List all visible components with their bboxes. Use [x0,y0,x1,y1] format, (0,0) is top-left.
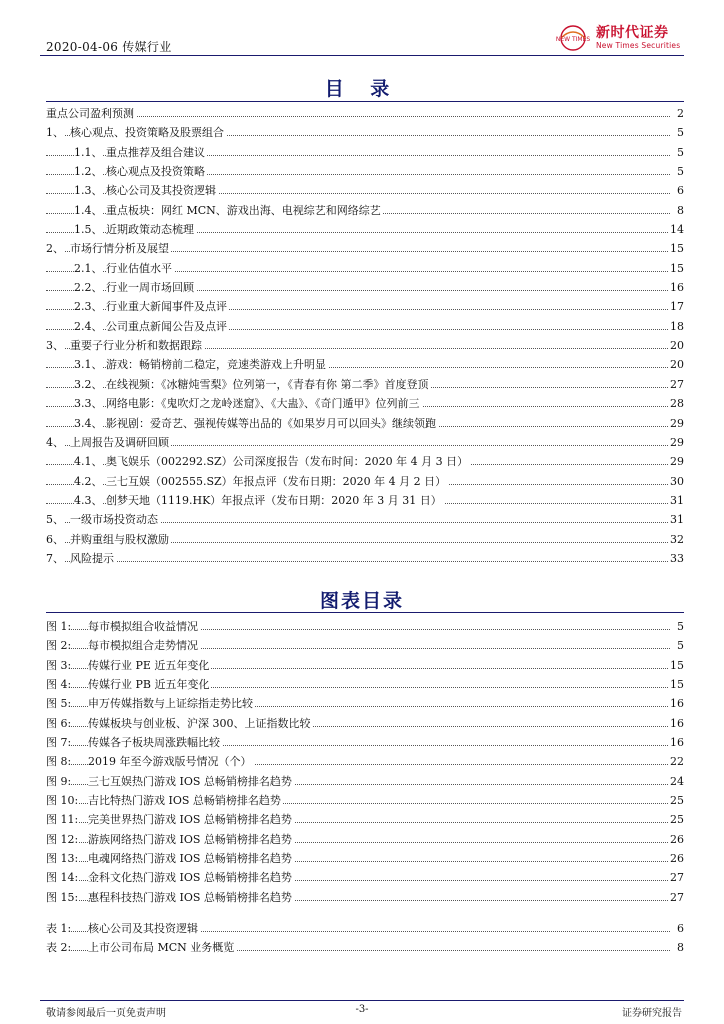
toc-entry-number: 2、 [46,239,64,258]
toc-entry-page: 31 [668,491,684,510]
figure-entry[interactable] [46,772,684,791]
figure-entry-page: 16 [668,694,684,713]
figure-list [46,617,684,907]
table-entry-title: 核心公司及其投资逻辑 [88,919,200,938]
toc-entry[interactable] [46,143,684,162]
toc-entry[interactable] [46,452,684,471]
figure-entry-page: 15 [668,656,684,675]
table-entry-page: 8 [675,938,684,957]
footer-divider [40,1000,684,1001]
toc-entry[interactable] [46,530,684,549]
figure-entry-page: 5 [675,617,684,636]
toc-entry-title: 游戏：畅销榜前二稳定，竞速类游戏上升明显 [106,355,328,374]
figure-entry-page: 25 [668,791,684,810]
figure-entry-title: 传媒板块与创业板、沪深 300、上证指数比较 [88,714,313,733]
toc-entry[interactable] [46,239,684,258]
figure-entry-page: 24 [668,772,684,791]
figure-entry-title: 电魂网络热门游戏 IOS 总畅销榜排名趋势 [88,849,294,868]
figure-entry-title: 2019 年至今游戏版号情况（个） [88,752,254,771]
figure-entry-number: 图 8: [46,752,71,771]
toc-entry[interactable] [46,472,684,491]
toc-entry-number: 3.1、 [74,355,103,374]
header-divider [40,55,684,56]
figure-entry[interactable] [46,888,684,907]
toc-entry-number: 4.3、 [74,491,103,510]
figure-entry[interactable] [46,830,684,849]
toc-entry-page: 15 [668,239,684,258]
figure-entry-title: 游族网络热门游戏 IOS 总畅销榜排名趋势 [88,830,294,849]
toc-entry-title: 上周报告及调研回顾 [70,433,171,452]
figure-entry-title: 完美世界热门游戏 IOS 总畅销榜排名趋势 [88,810,294,829]
toc-title-divider [46,101,684,102]
figure-entry-page: 26 [668,849,684,868]
toc-title: 目 录 [324,78,400,100]
toc-entry-page: 2 [675,104,684,123]
figure-entry[interactable] [46,733,684,752]
figure-entry-page: 27 [668,888,684,907]
figure-entry-page: 26 [668,830,684,849]
toc-entry-page: 15 [668,259,684,278]
toc-entry-number: 3.2、 [74,375,103,394]
toc-entry-number: 2.3、 [74,297,103,316]
toc-entry-title: 重点公司盈利预测 [46,104,136,123]
toc-entry-page: 28 [668,394,684,413]
figure-entry-title: 每市模拟组合走势情况 [88,636,200,655]
toc-entry[interactable] [46,549,684,568]
toc-entry[interactable] [46,123,684,142]
toc-entry[interactable] [46,259,684,278]
footer-disclaimer: 敬请参阅最后一页免责声明 [46,1008,166,1019]
figure-entry[interactable] [46,868,684,887]
toc-entry-page: 16 [668,278,684,297]
toc-entry-title: 影视剧：爱奇艺、强视传媒等出品的《如果岁月可以回头》继续领跑 [106,414,438,433]
figure-entry-title: 申万传媒指数与上证综指走势比较 [88,694,255,713]
figure-entry[interactable] [46,791,684,810]
figure-entry-number: 图 13: [46,849,78,868]
toc-entry-page: 18 [668,317,684,336]
figure-entry-title: 吉比特热门游戏 IOS 总畅销榜排名趋势 [88,791,283,810]
toc-entry-page: 20 [668,336,684,355]
toc-entry-title: 核心观点、投资策略及股票组合 [70,123,226,142]
toc-entry-number: 2.2、 [74,278,103,297]
toc-entry-title: 创梦天地（1119.HK）年报点评（发布日期：2020 年 3 月 31 日） [106,491,444,510]
toc-entry-page: 32 [668,530,684,549]
figure-entry-page: 25 [668,810,684,829]
logo-mark-text: NEW TIMES [555,36,591,43]
toc-entry-title: 并购重组与股权激励 [70,530,171,549]
toc-entry-page: 27 [668,375,684,394]
toc-entry-title: 重点推荐及组合建议 [106,143,207,162]
table-entry-title: 上市公司布局 MCN 业务概览 [88,938,236,957]
toc-entry-number: 3、 [46,336,64,355]
toc-entry-page: 33 [668,549,684,568]
figure-entry-number: 图 12: [46,830,78,849]
toc-entry-page: 29 [668,414,684,433]
toc-entry-number: 4.2、 [74,472,103,491]
toc-entry-number: 3.3、 [74,394,103,413]
logo-name-en: New Times Securities [596,41,681,50]
toc-entry[interactable] [46,394,684,413]
toc-entry-number: 1.5、 [74,220,103,239]
toc-entry-page: 17 [668,297,684,316]
toc-entry-page: 29 [668,452,684,471]
figure-entry-page: 15 [668,675,684,694]
toc-entry-title: 网络电影：《鬼吹灯之龙岭迷窟》、《大蛊》、《奇门遁甲》位列前三 [106,394,422,413]
table-entry[interactable] [46,919,684,938]
header-date-section: 2020-04-06 传媒行业 [46,40,172,54]
dot-leader [46,561,670,562]
toc-entry-number: 3.4、 [74,414,103,433]
toc-entry[interactable] [46,414,684,433]
table-list [46,919,684,958]
toc-entry-number: 7、 [46,549,64,568]
toc-entry[interactable] [46,433,684,452]
toc-entry-title: 奥飞娱乐（002292.SZ）公司深度报告（发布时间：2020 年 4 月 3 日） [106,452,470,471]
logo-name-cn: 新时代证券 [596,25,669,41]
figure-entry-title: 金科文化热门游戏 IOS 总畅销榜排名趋势 [88,868,294,887]
figure-entry[interactable] [46,810,684,829]
toc-entry-page: 14 [668,220,684,239]
toc-entry[interactable] [46,375,684,394]
toc-entry-number: 1.1、 [74,143,103,162]
toc-entry-number: 1.2、 [74,162,103,181]
figure-entry[interactable] [46,675,684,694]
toc-entry-title: 行业重大新闻事件及点评 [106,297,229,316]
figure-entry-page: 16 [668,714,684,733]
figure-entry-number: 图 9: [46,772,71,791]
figure-entry-number: 图 2: [46,636,71,655]
toc-entry-title: 风险提示 [70,549,116,568]
toc-entry-page: 30 [668,472,684,491]
toc-entry-title: 三七互娱（002555.SZ）年报点评（发布日期：2020 年 4 月 2 日） [106,472,448,491]
toc-entry-number: 2.1、 [74,259,103,278]
toc-entry[interactable] [46,491,684,510]
toc-entry-page: 29 [668,433,684,452]
figure-entry-title: 传媒各子板块周涨跌幅比较 [88,733,222,752]
toc-entry[interactable] [46,297,684,316]
toc-entry[interactable] [46,510,684,529]
figure-entry-page: 27 [668,868,684,887]
toc-entry[interactable] [46,317,684,336]
footer-report-type: 证券研究报告 [622,1008,682,1019]
toc-entry[interactable] [46,181,684,200]
toc-entry-title: 一级市场投资动态 [70,510,160,529]
toc-entry-title: 在线视频：《冰糖炖雪梨》位列第一，《青春有你 第二季》首度登顶 [106,375,431,394]
figure-entry-number: 图 6: [46,714,71,733]
toc-entry-page: 6 [675,181,684,200]
figure-entry-number: 图 11: [46,810,78,829]
table-entry-number: 表 2: [46,938,71,957]
page-header [40,0,684,56]
figure-entry[interactable] [46,752,684,771]
toc-entry-page: 5 [675,143,684,162]
figure-entry-number: 图 14: [46,868,78,887]
toc-entry-title: 行业一周市场回顾 [106,278,196,297]
table-entry-page: 6 [675,919,684,938]
toc-entry-page: 5 [675,123,684,142]
figure-entry-page: 22 [668,752,684,771]
toc-entry[interactable] [46,336,684,355]
toc-entry-title: 行业估值水平 [106,259,174,278]
figure-entry-number: 图 3: [46,656,71,675]
company-logo [554,22,684,54]
figure-entry-number: 图 1: [46,617,71,636]
table-entry[interactable] [46,938,684,957]
toc-entry-title: 核心公司及其投资逻辑 [106,181,218,200]
toc-entry-page: 8 [675,201,684,220]
figure-entry[interactable] [46,694,684,713]
toc-entry[interactable] [46,355,684,374]
toc-entry-number: 4、 [46,433,64,452]
toc-entry-number: 2.4、 [74,317,103,336]
figure-entry[interactable] [46,617,684,636]
figure-entry-page: 16 [668,733,684,752]
page-number: -3- [355,1004,369,1015]
toc-entry[interactable] [46,162,684,181]
figure-entry-number: 图 15: [46,888,78,907]
toc-entry-title: 市场行情分析及展望 [70,239,171,258]
toc-entry-number: 1.3、 [74,181,103,200]
toc-entry-title: 重点板块：网红 MCN、游戏出海、电视综艺和网络综艺 [106,201,383,220]
dot-leader [46,116,670,117]
toc-entry[interactable] [46,201,684,220]
figure-entry[interactable] [46,714,684,733]
figure-entry-number: 图 5: [46,694,71,713]
figure-entry[interactable] [46,636,684,655]
toc-entry[interactable] [46,278,684,297]
toc-entry-title: 重要子行业分析和数据跟踪 [70,336,204,355]
figures-title-divider [46,612,684,613]
toc-entry[interactable] [46,220,684,239]
toc-entry-title: 近期政策动态梳理 [106,220,196,239]
figure-entry-title: 惠程科技热门游戏 IOS 总畅销榜排名趋势 [88,888,294,907]
toc-entry-page: 5 [675,162,684,181]
figure-entry-page: 5 [675,636,684,655]
figure-entry-number: 图 10: [46,791,78,810]
figure-entry-title: 传媒行业 PB 近五年变化 [88,675,211,694]
toc-entry-number: 6、 [46,530,64,549]
logo-mark-icon [554,24,592,52]
figure-entry-title: 三七互娱热门游戏 IOS 总畅销榜排名趋势 [88,772,294,791]
figure-entry[interactable] [46,849,684,868]
toc-entry[interactable] [46,104,684,123]
toc-entry-number: 5、 [46,510,64,529]
toc-entry-title: 核心观点及投资策略 [106,162,207,181]
toc-entry-number: 4.1、 [74,452,103,471]
toc-entry-title: 公司重点新闻公告及点评 [106,317,229,336]
toc-entry-number: 1.4、 [74,201,103,220]
toc-list [46,104,684,568]
figure-entry-number: 图 7: [46,733,71,752]
figure-entry-title: 每市模拟组合收益情况 [88,617,200,636]
figures-title: 图表目录 [319,590,404,612]
figure-entry[interactable] [46,656,684,675]
figure-entry-title: 传媒行业 PE 近五年变化 [88,656,211,675]
toc-entry-number: 1、 [46,123,64,142]
toc-entry-page: 31 [668,510,684,529]
toc-entry-page: 20 [668,355,684,374]
figure-entry-number: 图 4: [46,675,71,694]
table-entry-number: 表 1: [46,919,71,938]
